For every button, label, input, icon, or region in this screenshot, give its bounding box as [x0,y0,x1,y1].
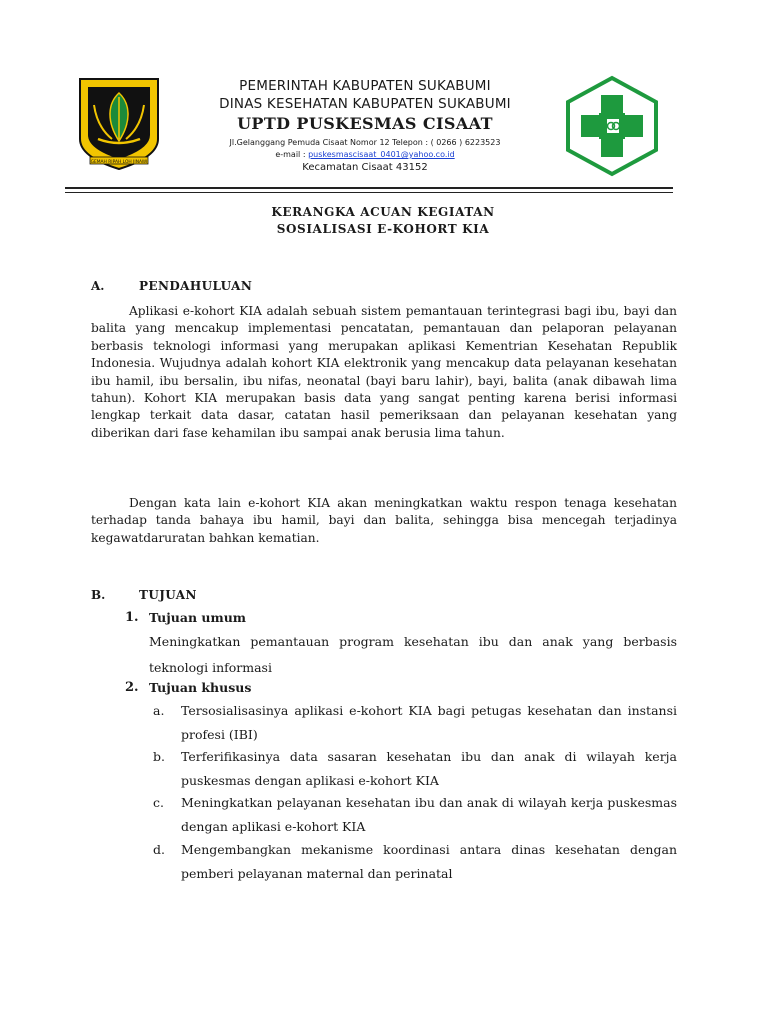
section-a-paragraph-1: Aplikasi e-kohort KIA adalah sebuah sistem pemantauan terintegrasi bagi ibu, bayi dan balita yang mencakup implementasi pencatatan, pemantauan dan pelaporan pelayanan berbasis teknologi informasi yang merupakan aplikasi Kementrian Kesehatan Republik Indonesia. Wujudnya adalah kohort KIA elektronik yang mencakup data pelayanan kesehatan ibu hamil, ibu bersalin, ibu nifas, neonatal (bayi baru lahir), bayi, balita (anak dibawah lima tahun). Kohort KIA merupakan basis data yang sangat penting karena berisi informasi lengkap terkait data dasar, catatan hasil pemeriksaan dan pelayanan kesehatan yang diberikan dari fase kehamilan ibu sampai anak berusia lima tahun. [91,304,677,440]
kop-government: PEMERINTAH KABUPATEN SUKABUMI [239,78,491,94]
kop-district: Kecamatan Cisaat 43152 [302,162,428,173]
list-item-letter: d. [153,842,165,857]
general-goal-text: Meningkatkan pemantauan program kesehatan ibu dan anak yang berbasis teknologi informasi [149,634,677,675]
doc-title: KERANGKA ACUAN KEGIATAN [271,205,495,219]
header-divider-thin [65,192,673,193]
section-a-letter: A. [91,279,105,293]
email-link[interactable]: puskesmascisaat_0401@yahoo.co.id [308,150,455,159]
specific-goal-title: Tujuan khusus [149,680,252,695]
section-b-letter: B. [91,588,106,602]
kop-email-line [170,150,560,159]
doc-subtitle: SOSIALISASI E-KOHORT KIA [276,222,490,236]
general-goal-title: Tujuan umum [149,610,247,625]
list-item: Meningkatkan pelayanan kesehatan ibu dan anak di wilayah kerja puskesmas dengan aplikasi e-kohort KIA [181,795,677,834]
specific-goal-number: 2. [125,680,139,695]
list-item-letter: c. [153,795,164,810]
header-divider-thick [65,187,673,189]
section-b-title: TUJUAN [139,588,197,602]
list-item-letter: a. [153,703,165,718]
general-goal-number: 1. [125,610,139,625]
list-item: Tersosialisasinya aplikasi e-kohort KIA bagi petugas kesehatan dan instansi profesi (IBI) [181,703,677,742]
email-label: e-mail : [275,150,309,159]
section-a-paragraph-2: Dengan kata lain e-kohort KIA akan meningkatkan waktu respon tenaga kesehatan terhadap tanda bahaya ibu hamil, bayi dan balita, sehingga bisa mencegah terjadinya kegawatdaruratan bahkan kematian. [91,496,677,545]
kop-address: Jl.Gelanggang Pemuda Cisaat Nomor 12 Telepon : ( 0266 ) 6223523 [229,138,501,147]
list-item-letter: b. [153,749,165,764]
emblem-motto: GEMAH RIPAH LOH JINAWI [90,160,148,165]
list-item: Mengembangkan mekanisme koordinasi antara dinas kesehatan dengan pemberi pelayanan maternal dan perinatal [181,842,677,881]
kop-department: DINAS KESEHATAN KABUPATEN SUKABUMI [219,96,511,112]
section-a-title: PENDAHULUAN [139,279,253,293]
puskesmas-cross-icon [563,75,661,177]
kop-title: UPTD PUSKESMAS CISAAT [237,114,493,133]
sukabumi-emblem-icon [78,77,160,171]
list-item: Terferifikasinya data sasaran kesehatan ibu dan anak di wilayah kerja puskesmas dengan aplikasi e-kohort KIA [181,749,677,788]
